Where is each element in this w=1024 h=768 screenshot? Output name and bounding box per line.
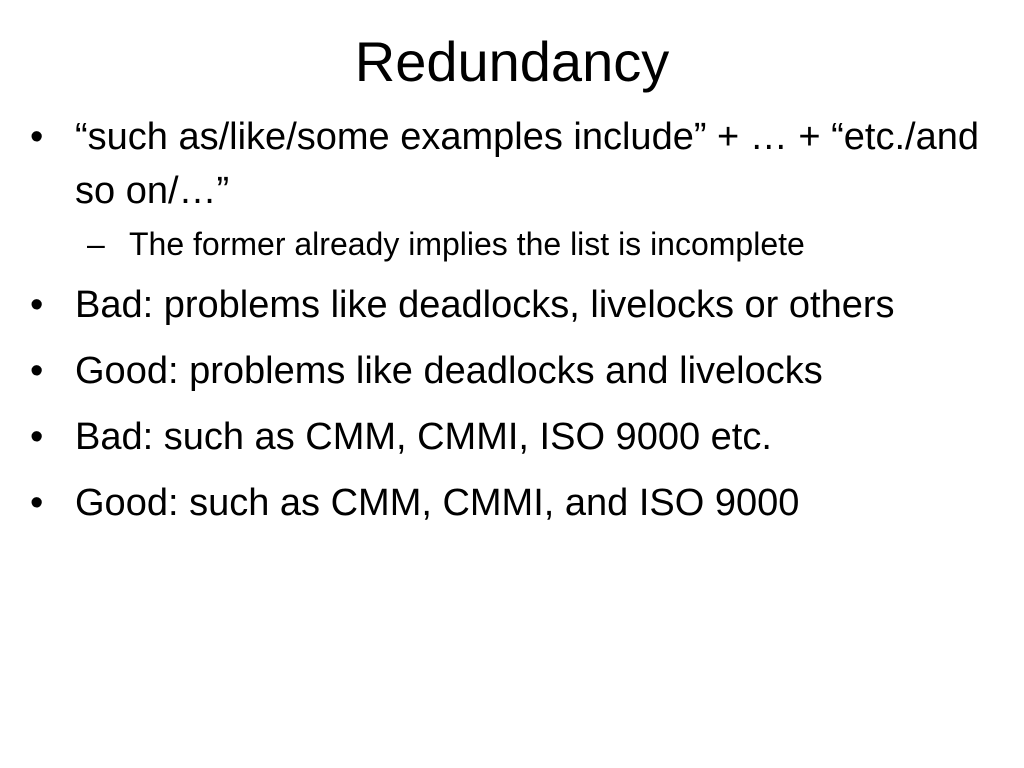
- bullet-item: [30, 278, 990, 332]
- sub-bullet-item: [87, 222, 990, 266]
- slide-title: Redundancy: [354, 30, 670, 93]
- bullet-marker: •: [30, 350, 44, 392]
- sub-bullet-text: The former already implies the list is incomplete: [129, 226, 805, 262]
- bullet-item: [30, 110, 990, 266]
- bullet-item: [30, 344, 990, 398]
- bullet-text: Bad: such as CMM, CMMI, ISO 9000 etc.: [75, 416, 772, 458]
- bullet-text: Good: problems like deadlocks and livelocks: [75, 350, 823, 392]
- bullet-list: [30, 110, 990, 542]
- sub-bullet-marker: –: [87, 226, 105, 262]
- bullet-item: [30, 410, 990, 464]
- bullet-text: “such as/like/some examples include” + … + “etc./and so on/…”: [75, 116, 979, 212]
- bullet-item: [30, 476, 990, 530]
- bullet-marker: •: [30, 284, 44, 326]
- sub-bullet-list: [75, 222, 990, 266]
- bullet-marker: •: [30, 416, 44, 458]
- bullet-text: Good: such as CMM, CMMI, and ISO 9000: [75, 482, 800, 524]
- bullet-text: Bad: problems like deadlocks, livelocks or others: [75, 284, 895, 326]
- bullet-marker: •: [30, 116, 44, 158]
- bullet-marker: •: [30, 482, 44, 524]
